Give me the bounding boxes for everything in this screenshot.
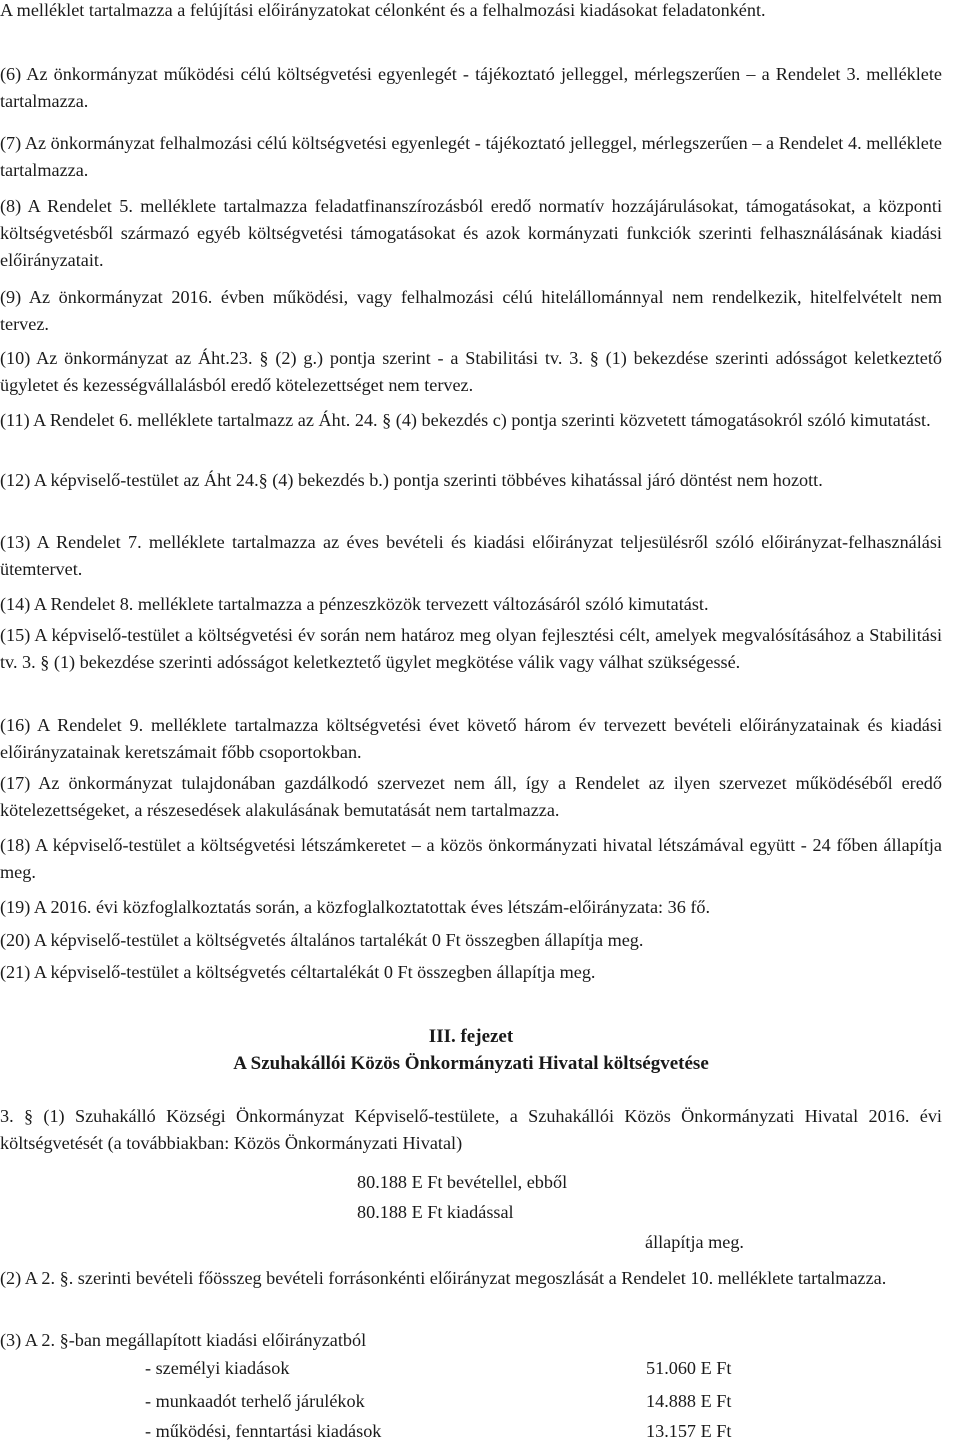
expense-item-value: 13.157 E Ft	[646, 1421, 732, 1441]
paragraph-17: (17) Az önkormányzat tulajdonában gazdálkodó szervezet nem áll, így a Rendelet az ilyen szervezet működéséből eredő kötelezettségeket, a részesedések alakulásának bemutatását nem tartalmazza.	[0, 773, 942, 820]
paragraph-18: (18) A képviselő-testület a költségvetési létszámkeretet – a közös önkormányzati hivatal létszámával együtt - 24 főben állapítja meg.	[0, 835, 942, 882]
section-3-paragraph-3: (3) A 2. §-ban megállapított kiadási előirányzatból	[0, 1330, 367, 1350]
section-3-paragraph-2: (2) A 2. §. szerinti bevételi főösszeg bevételi forrásonkénti előirányzat megoszlását a Rendelet 10. melléklete tartalmazza.	[0, 1268, 887, 1288]
expense-item-label: - munkaadót terhelő járulékok	[145, 1391, 365, 1411]
paragraph-10: (10) Az önkormányzat az Áht.23. § (2) g.) pontja szerint - a Stabilitási tv. 3. § (1) bekezdése szerinti adósságot keletkeztető ügyletet és kezességvállalásból eredő kötelezettséget nem tervez.	[0, 348, 942, 395]
paragraph-16: (16) A Rendelet 9. melléklete tartalmazza költségvetési évet követő három év tervezett bevételi előirányzatainak és kiadási előirányzatainak keretszámait főbb csoportokban.	[0, 715, 942, 762]
paragraph-14: (14) A Rendelet 8. melléklete tartalmazza a pénzeszközök tervezett változásáról szóló kimutatást.	[0, 594, 709, 614]
expense-item-value: 51.060 E Ft	[646, 1358, 732, 1378]
paragraph-8: (8) A Rendelet 5. melléklete tartalmazza feladatfinanszírozásból eredő normatív hozzájárulásokat, támogatásokat, a központi költségvetésből származó egyéb költségvetési támogatásokat és azok kormányzati funkciók szerinti felhasználásának kiadási előirányzatait.	[0, 196, 942, 270]
section-3-paragraph-1: 3. § (1) Szuhakálló Községi Önkormányzat Képviselő-testülete, a Szuhakállói Közös Önkormányzati Hivatal 2016. évi költségvetését (a továbbiakban: Közös Önkormányzati Hivatal)	[0, 1106, 942, 1153]
paragraph-12: (12) A képviselő-testület az Áht 24.§ (4) bekezdés b.) pontja szerinti többéves kihatással járó döntést nem hozott.	[0, 470, 823, 490]
paragraph-19: (19) A 2016. évi közfoglalkoztatás során, a közfoglalkoztatottak éves létszám-előirányzata: 36 fő.	[0, 897, 711, 917]
chapter-title: A Szuhakállói Közös Önkormányzati Hivatal költségvetése	[233, 1053, 709, 1074]
paragraph-5-annex: A melléklet tartalmazza a felújítási előirányzatokat célonként és a felhalmozási kiadásokat feladatonként.	[0, 0, 766, 20]
paragraph-7: (7) Az önkormányzat felhalmozási célú költségvetési egyenlegét - tájékoztató jelleggel, mérlegszerűen – a Rendelet 4. melléklete tartalmazza.	[0, 133, 942, 180]
income-amount: 80.188 E Ft bevétellel, ebből	[357, 1172, 568, 1192]
paragraph-20: (20) A képviselő-testület a költségvetés általános tartalékát 0 Ft összegben állapítja meg.	[0, 930, 644, 950]
chapter-number: III. fejezet	[428, 1026, 514, 1047]
paragraph-13: (13) A Rendelet 7. melléklete tartalmazza az éves bevételi és kiadási előirányzat teljesülésről szóló előirányzat-felhasználási ütemtervet.	[0, 532, 942, 579]
paragraph-6: (6) Az önkormányzat működési célú költségvetési egyenlegét - tájékoztató jelleggel, mérlegszerűen – a Rendelet 3. melléklete tartalmazza.	[0, 64, 942, 111]
expense-amount: 80.188 E Ft kiadással	[357, 1202, 514, 1222]
expense-item-value: 14.888 E Ft	[646, 1391, 732, 1411]
paragraph-9: (9) Az önkormányzat 2016. évben működési, vagy felhalmozási célú hitelállománnyal nem rendelkezik, hitelfelvételt nem tervez.	[0, 287, 942, 334]
expense-item-label: - működési, fenntartási kiadások	[145, 1421, 382, 1441]
paragraph-15: (15) A képviselő-testület a költségvetési év során nem határoz meg olyan fejlesztési célt, amelyek megvalósításához a Stabilitási tv. 3. § (1) bekezdése szerinti adósságot keletkeztető ügylet megkötése válik vagy válhat szükségessé.	[0, 625, 942, 672]
approval-text: állapítja meg.	[645, 1232, 744, 1252]
expense-item-label: - személyi kiadások	[145, 1358, 290, 1378]
paragraph-21: (21) A képviselő-testület a költségvetés céltartalékát 0 Ft összegben állapítja meg.	[0, 962, 596, 982]
paragraph-11: (11) A Rendelet 6. melléklete tartalmazz az Áht. 24. § (4) bekezdés c) pontja szerinti közvetett támogatásokról szóló kimutatást.	[0, 410, 931, 430]
